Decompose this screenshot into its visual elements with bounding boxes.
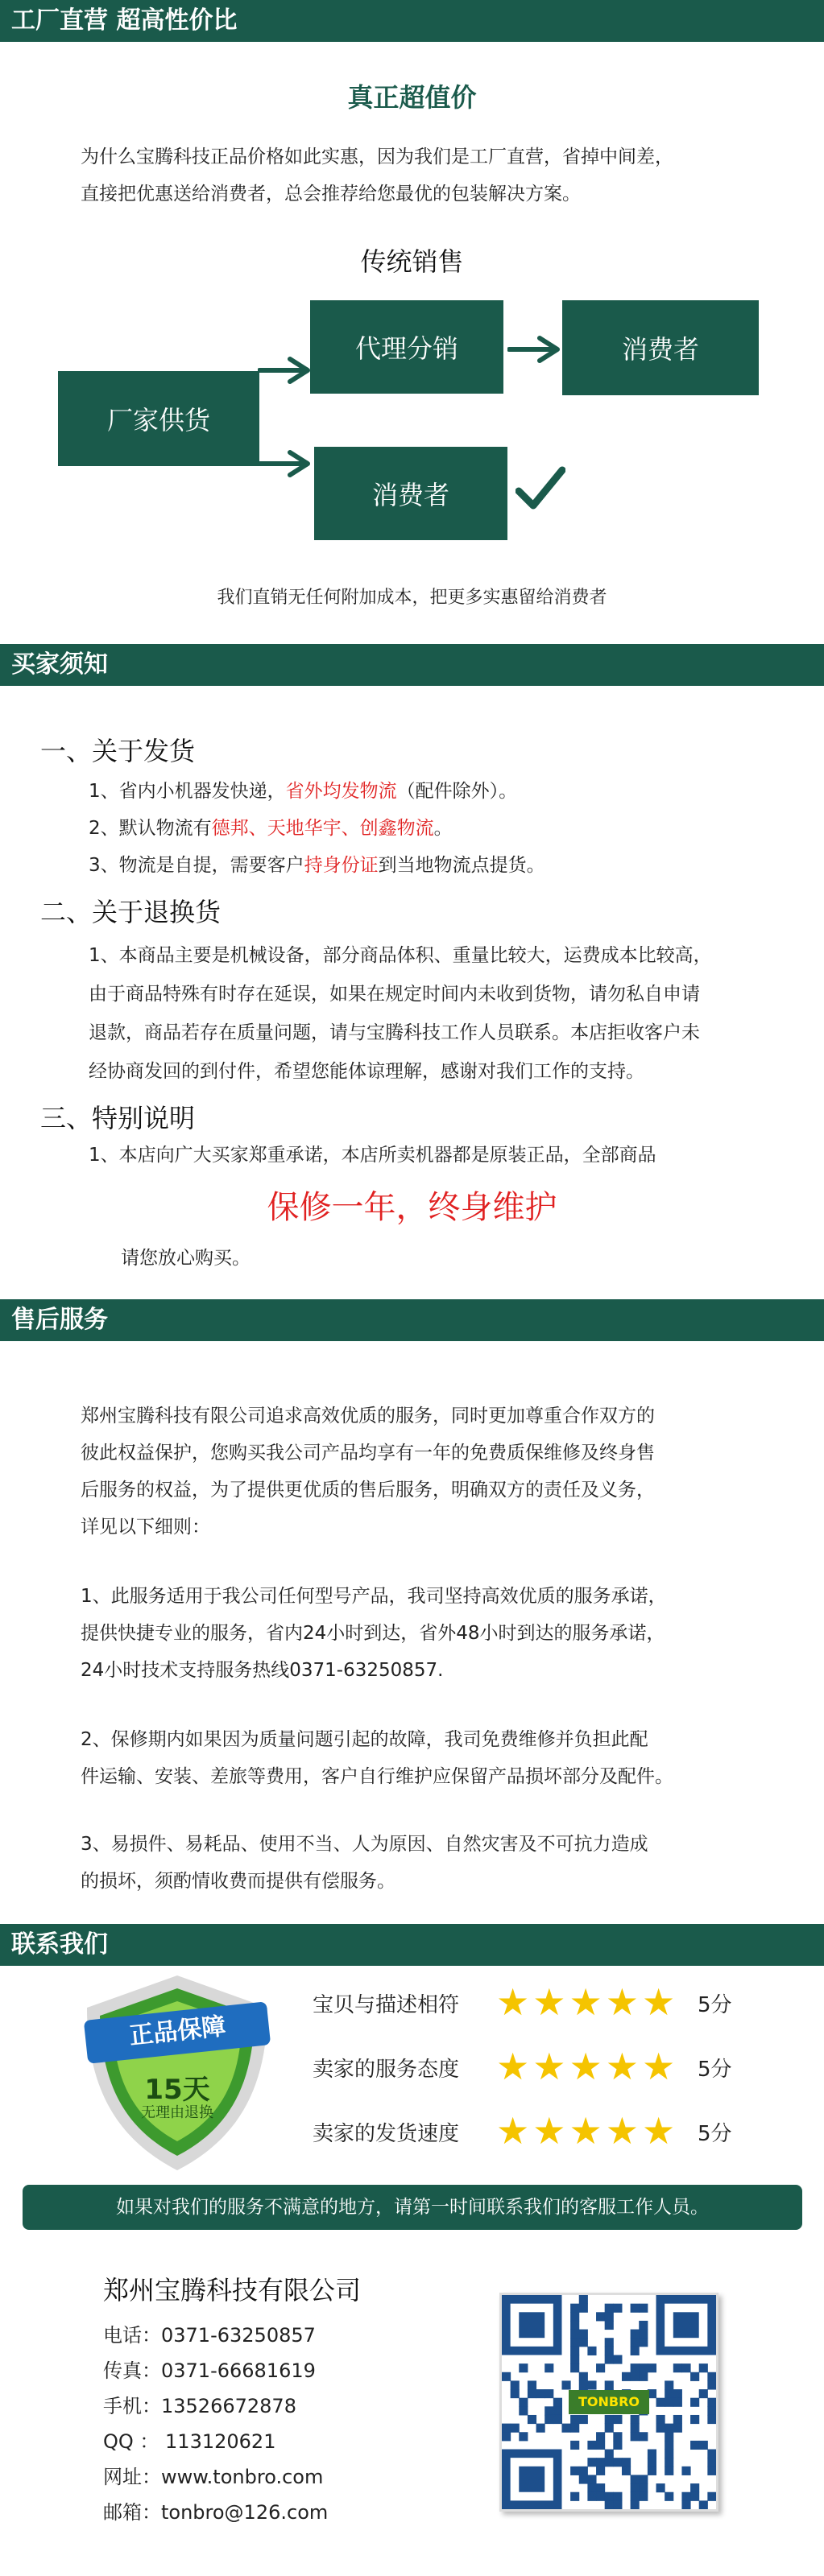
shipping-line-1 — [89, 773, 517, 810]
company-name: 郑州宝腾科技有限公司 — [103, 2275, 362, 2306]
qr-code-icon — [499, 2293, 718, 2512]
rating-label: 卖家的发货速度 — [313, 2122, 460, 2146]
section-bar-after-sales: 售后服务 — [0, 1299, 824, 1341]
special-note-heading: 三、特别说明 — [40, 1103, 196, 1133]
warranty-slogan: 保修一年，终身维护 — [267, 1189, 557, 1226]
value-heading: 真正超值价 — [347, 82, 477, 113]
service-p1-line-2: 彼此权益保护，您购买我公司产品均享有一年的免费质保维修及终身售 — [81, 1443, 655, 1463]
shipping-heading: 一、关于发货 — [40, 736, 196, 766]
contact-fax: 传真：0371-66681619 — [103, 2359, 316, 2382]
returns-heading: 二、关于退换货 — [40, 897, 222, 927]
highlight-text: 持身份证 — [304, 855, 379, 876]
checkmark-icon — [516, 465, 565, 514]
shipping-line-2 — [89, 810, 453, 847]
star-rating-icon: ★★★★★ — [496, 2109, 679, 2153]
returns-line-1: 1、本商品主要是机械设备，部分商品体积、重量比较大，运费成本比较高， — [89, 945, 712, 966]
text-span: 。 — [433, 818, 453, 839]
shield-subtext: 无理由退换 — [141, 2104, 213, 2121]
text-span: （配件除外）。 — [396, 781, 518, 802]
text-span: 2、默认物流有 — [89, 818, 212, 839]
text-span: 3、物流是自提，需要客户 — [89, 855, 304, 876]
box-consumer-bottom: 消费者 — [314, 447, 507, 540]
section-bar-contact: 联系我们 — [0, 1924, 824, 1966]
box-consumer-top: 消费者 — [562, 300, 759, 395]
contact-mobile: 手机：13526672878 — [103, 2395, 296, 2417]
rating-row — [313, 2045, 764, 2093]
arrow-right-icon — [258, 354, 314, 386]
service-p2-line-3: 24小时技术支持服务热线0371-63250857. — [81, 1660, 444, 1681]
box-factory: 厂家供货 — [58, 371, 259, 466]
service-p3-line-1: 2、保修期内如果因为质量问题引起的故障，我司免费维修并负担此配 — [81, 1729, 648, 1750]
direct-sales-footer: 我们直销无任何附加成本，把更多实惠留给消费者 — [217, 588, 607, 608]
returns-line-2: 由于商品特殊有时存在延误，如果在规定时间内未收到货物，请勿私自申请 — [89, 984, 700, 1005]
traditional-sales-title: 传统销售 — [360, 246, 464, 277]
contact-website[interactable]: 网址：www.tonbro.com — [103, 2466, 324, 2488]
contact-qq: QQ ： 113120621 — [103, 2430, 276, 2453]
highlight-text: 德邦、天地华宇、创鑫物流 — [211, 818, 434, 839]
rating-label: 卖家的服务态度 — [313, 2058, 460, 2082]
contact-email[interactable]: 邮箱：tonbro@126.com — [103, 2501, 329, 2524]
rating-label: 宝贝与描述相符 — [313, 1993, 460, 2017]
qr-logo-label: TONBRO — [569, 2390, 649, 2414]
quality-shield-icon — [81, 1972, 274, 2174]
shield-banner-text: 正品保障 — [127, 2012, 227, 2051]
text-span: 到当地物流点提货。 — [378, 855, 545, 876]
special-note-line-2: 请您放心购买。 — [121, 1248, 251, 1269]
star-rating-icon: ★★★★★ — [496, 2045, 679, 2088]
service-p2-line-2: 提供快捷专业的服务，省内24小时到达，省外48小时到达的服务承诺， — [81, 1623, 665, 1644]
shield-days: 15天 — [144, 2074, 210, 2106]
intro-line-2: 直接把优惠送给消费者，总会推荐给您最优的包装解决方案。 — [81, 184, 581, 204]
rating-score: 5分 — [698, 1993, 732, 2017]
arrow-right-icon — [507, 333, 564, 365]
service-p4-line-2: 的损坏，须酌情收费而提供有偿服务。 — [81, 1871, 395, 1892]
contact-phone: 电话：0371-63250857 — [103, 2324, 316, 2347]
intro-line-1: 为什么宝腾科技正品价格如此实惠，因为我们是工厂直营，省掉中间差， — [81, 147, 673, 167]
contact-notice: 如果对我们的服务不满意的地方，请第一时间联系我们的客服工作人员。 — [23, 2185, 802, 2230]
text-span: 1、省内小机器发快递， — [89, 781, 286, 802]
section-bar-buyer-notice: 买家须知 — [0, 644, 824, 686]
service-p1-line-3: 后服务的权益，为了提供更优质的售后服务，明确双方的责任及义务， — [81, 1480, 655, 1501]
service-p2-line-1: 1、此服务适用于我公司任何型号产品，我司坚持高效优质的服务承诺， — [81, 1586, 667, 1607]
rating-score: 5分 — [698, 2122, 732, 2146]
returns-line-3: 退款，商品若存在质量问题，请与宝腾科技工作人员联系。本店拒收客户未 — [89, 1022, 700, 1043]
service-p4-line-1: 3、易损件、易耗品、使用不当、人为原因、自然灾害及不可抗力造成 — [81, 1834, 648, 1855]
service-p1-line-4: 详见以下细则： — [81, 1517, 210, 1538]
shipping-line-3 — [89, 847, 545, 884]
box-agent: 代理分销 — [310, 300, 503, 394]
returns-line-4: 经协商发回的到付件，希望您能体谅理解，感谢对我们工作的支持。 — [89, 1061, 644, 1082]
star-rating-icon: ★★★★★ — [496, 1980, 679, 2024]
highlight-text: 省外均发物流 — [285, 781, 397, 802]
rating-row — [313, 2109, 764, 2157]
special-note-line-1: 1、本店向广大买家郑重承诺，本店所卖机器都是原装正品，全部商品 — [89, 1145, 656, 1166]
rating-score: 5分 — [698, 2058, 732, 2082]
arrow-right-icon — [258, 448, 314, 480]
rating-row — [313, 1980, 764, 2029]
service-p3-line-2: 件运输、安装、差旅等费用，客户自行维护应保留产品损坏部分及配件。 — [81, 1766, 673, 1787]
section-bar-factory-direct: 工厂直营 超高性价比 — [0, 0, 824, 42]
service-p1-line-1: 郑州宝腾科技有限公司追求高效优质的服务，同时更加尊重合作双方的 — [81, 1406, 655, 1426]
